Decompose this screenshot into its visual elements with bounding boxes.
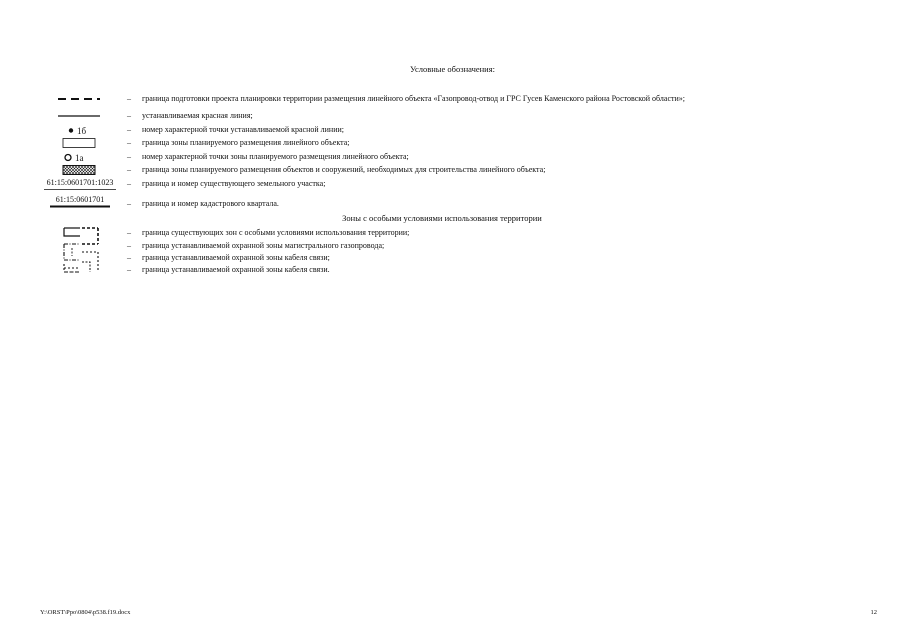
rectangle-symbol: [40, 137, 120, 150]
quarter-number-symbol: [40, 195, 120, 211]
legend-dash: –: [127, 152, 131, 161]
quarter-number-label: 61:15:0601701: [55, 195, 105, 204]
point-label: 1б: [77, 126, 87, 136]
page-title: Условные обозначения:: [409, 64, 495, 74]
point-symbol: [40, 151, 120, 164]
legend-row-cadastral-quarter: [0, 195, 905, 211]
dashed-line-symbol: [40, 93, 120, 106]
legend-row-red-line-point: [0, 124, 905, 137]
legend-dash: –: [127, 125, 131, 134]
solid-line-symbol: [40, 110, 120, 123]
hollow-circle-icon: [65, 155, 71, 161]
legend-row-zone-boundary: [0, 137, 905, 150]
zones-section-title: Зоны с особыми условиями использования территории: [342, 213, 542, 223]
legend-description: граница и номер кадастрового квартала.: [142, 199, 279, 208]
footer-page-number: 12: [870, 609, 877, 616]
footer-file-path: Y:\ORST\Ppo\0804\p538.f19.docx: [40, 609, 131, 616]
point-label: 1а: [75, 153, 84, 163]
filled-dot-icon: [69, 128, 73, 132]
legend-dash: –: [127, 138, 131, 147]
legend-row-red-line: [0, 110, 905, 123]
legend-description: граница зоны планируемого размещения линейного объекта;: [142, 138, 350, 147]
legend-description: граница зоны планируемого размещения объектов и сооружений, необходимых для строительства линейного объекта;: [142, 165, 546, 174]
zone-description: граница устанавливаемой охранной зоны кабеля связи;: [142, 253, 330, 262]
legend-row-zone-point: [0, 151, 905, 164]
legend-row-construction-zone: [0, 164, 905, 177]
parcel-number-symbol: [40, 178, 120, 194]
legend-dash: –: [127, 199, 131, 208]
zone-row-cable-2: [0, 264, 905, 277]
legend-dash: –: [127, 111, 131, 120]
zone-description: граница устанавливаемой охранной зоны магистрального газопровода;: [142, 241, 385, 250]
legend-dash: –: [127, 241, 131, 250]
legend-description: граница подготовки проекта планировки территории размещения линейного объекта «Газопровод-отвод и ГРС Гусев Каменского района Ростовской области»;: [142, 94, 686, 103]
zone-description: граница устанавливаемой охранной зоны кабеля связи.: [142, 265, 330, 274]
legend-row-land-parcel: [0, 178, 905, 194]
parcel-number-label: 61:15:0601701:1023: [46, 178, 114, 187]
hatched-rectangle-symbol: [40, 164, 120, 177]
legend-dash: –: [127, 165, 131, 174]
zone-description: граница существующих зон с особыми условиями использования территории;: [142, 228, 410, 237]
legend-dash: –: [127, 94, 131, 103]
legend-dash: –: [127, 253, 131, 262]
legend-dash: –: [127, 228, 131, 237]
legend-row-project-boundary: [0, 93, 905, 106]
legend-description: номер характерной точки устанавливаемой красной линии;: [142, 125, 344, 134]
legend-description: граница и номер существующего земельного участка;: [142, 179, 326, 188]
legend-dash: –: [127, 179, 131, 188]
point-symbol: [40, 124, 120, 137]
zone-row-existing: [0, 227, 905, 240]
legend-dash: –: [127, 265, 131, 274]
legend-description: устанавливаемая красная линия;: [142, 111, 253, 120]
legend-description: номер характерной точки зоны планируемого размещения линейного объекта;: [142, 152, 409, 161]
